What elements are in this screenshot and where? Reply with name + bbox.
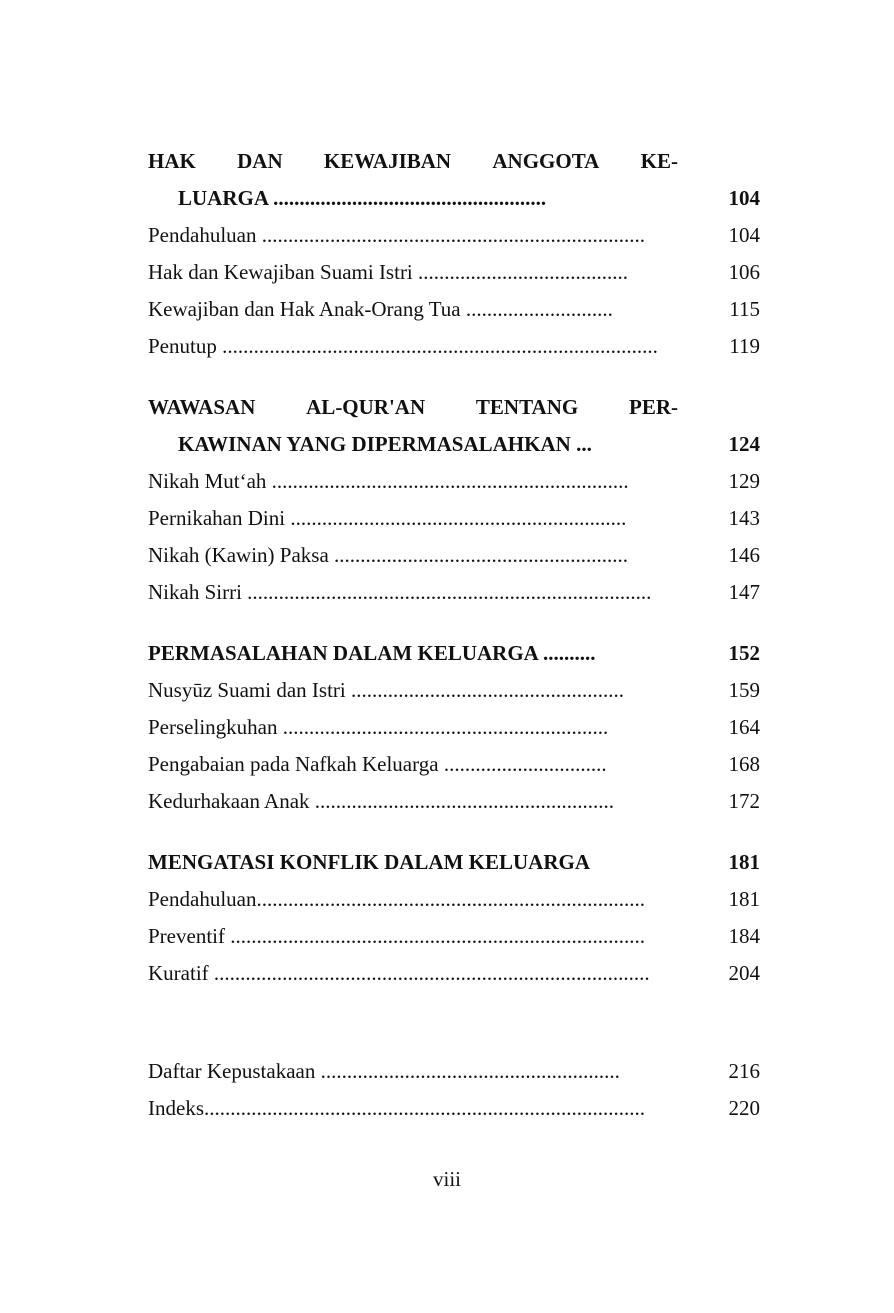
heading-word: KEWAJIBAN <box>323 149 452 173</box>
toc-entry-label: Nusyūz Suami dan Istri .................................................... <box>148 678 624 702</box>
dot-leader: ............................................................................. <box>247 580 652 604</box>
dot-leader: .......................................................................... <box>256 887 645 911</box>
dot-leader: ......................................................... <box>320 1059 620 1083</box>
toc-page-number: 146 <box>728 543 760 567</box>
toc-page-number: 181 <box>728 887 760 911</box>
dot-leader: .................................................................................... <box>204 1096 645 1120</box>
toc-heading-label: MENGATASI KONFLIK DALAM KELUARGA <box>148 850 590 874</box>
dot-leader: ........................................................ <box>334 543 629 567</box>
toc-entry[interactable] <box>148 746 760 783</box>
heading-word: WAWASAN <box>148 395 256 419</box>
toc-page-number: 168 <box>728 752 760 776</box>
dot-leader: ............................................................................... <box>230 924 645 948</box>
toc-entry[interactable] <box>148 254 760 291</box>
dot-leader: .......... <box>542 641 596 665</box>
toc-page-number: 181 <box>728 850 760 874</box>
toc-heading-label: PERMASALAHAN DALAM KELUARGA .......... <box>148 641 596 665</box>
dot-leader: ........................................ <box>418 260 629 284</box>
toc-entry-label: Pendahuluan ......................................................................... <box>148 223 645 247</box>
dot-leader: ... <box>576 432 592 456</box>
section-heading-words <box>148 143 678 180</box>
toc-heading-entry[interactable] <box>148 180 760 217</box>
toc-page-number: 119 <box>729 334 760 358</box>
toc-entry-label: Hak dan Kewajiban Suami Istri ........................................ <box>148 260 629 284</box>
toc-entry-label: Perselingkuhan .............................................................. <box>148 715 609 739</box>
toc-page-number: 184 <box>728 924 760 948</box>
section-gap <box>148 992 760 1053</box>
toc-entry-label: Kedurhakaan Anak ......................................................... <box>148 789 615 813</box>
toc-entry-label: Nikah (Kawin) Paksa ........................................................ <box>148 543 629 567</box>
toc-entry-label: Nikah Mut‘ah .................................................................... <box>148 469 629 493</box>
toc-entry[interactable] <box>148 1053 760 1090</box>
toc-page-number: 124 <box>728 432 760 456</box>
dot-leader: ............................ <box>465 297 613 321</box>
dot-leader: ............................... <box>443 752 607 776</box>
dot-leader: ................................................................................... <box>222 334 658 358</box>
toc-entry-label: Daftar Kepustakaan ......................................................... <box>148 1059 620 1083</box>
toc-page-number: 104 <box>728 223 760 247</box>
toc-entry[interactable] <box>148 881 760 918</box>
toc-heading-entry[interactable] <box>148 426 760 463</box>
toc-page-number: 106 <box>728 260 760 284</box>
toc-entry-label: Pendahuluan.......................................................................... <box>148 887 645 911</box>
toc-entry[interactable] <box>148 783 760 820</box>
heading-word: KE- <box>640 149 678 173</box>
toc-page-number: 147 <box>728 580 760 604</box>
toc-entry-label: Preventif ............................................................................... <box>148 924 645 948</box>
toc-entry-label: Indeks.................................................................................... <box>148 1096 645 1120</box>
toc-entry-label: Kewajiban dan Hak Anak-Orang Tua ............................ <box>148 297 613 321</box>
heading-word: DAN <box>237 149 283 173</box>
toc-entry[interactable] <box>148 537 760 574</box>
table-of-contents <box>148 143 760 1127</box>
toc-entry[interactable] <box>148 328 760 365</box>
toc-entry-label: Penutup ................................................................................... <box>148 334 658 358</box>
toc-entry[interactable] <box>148 574 760 611</box>
toc-entry-label: Pengabaian pada Nafkah Keluarga ............................... <box>148 752 607 776</box>
toc-entry-label: Nikah Sirri ............................................................................. <box>148 580 652 604</box>
toc-entry[interactable] <box>148 955 760 992</box>
toc-page-number: 172 <box>728 789 760 813</box>
section-gap <box>148 820 760 844</box>
dot-leader: ......................................................................... <box>261 223 645 247</box>
toc-entry[interactable] <box>148 291 760 328</box>
toc-heading-entry[interactable] <box>148 635 760 672</box>
toc-entry[interactable] <box>148 918 760 955</box>
section-gap <box>148 611 760 635</box>
section-gap <box>148 365 760 389</box>
toc-page-number: 164 <box>728 715 760 739</box>
toc-heading-label: LUARGA .................................................... <box>178 186 547 210</box>
toc-entry[interactable] <box>148 1090 760 1127</box>
toc-page-number: 129 <box>728 469 760 493</box>
page-number: viii <box>432 1167 461 1191</box>
section-heading-words <box>148 389 678 426</box>
heading-word: AL-QUR'AN <box>306 395 426 419</box>
heading-word: HAK <box>148 149 196 173</box>
dot-leader: .............................................................. <box>282 715 609 739</box>
toc-page-number: 115 <box>729 297 760 321</box>
toc-page-number: 143 <box>728 506 760 530</box>
toc-heading-label: KAWINAN YANG DIPERMASALAHKAN ... <box>178 432 592 456</box>
toc-page-number: 220 <box>728 1096 760 1120</box>
dot-leader: .................................................... <box>273 186 547 210</box>
toc-entry[interactable] <box>148 709 760 746</box>
dot-leader: ................................................................ <box>290 506 627 530</box>
section-heading-line <box>148 389 760 426</box>
heading-word: ANGGOTA <box>492 149 600 173</box>
toc-entry[interactable] <box>148 217 760 254</box>
toc-entry[interactable] <box>148 500 760 537</box>
dot-leader: .................................................................... <box>271 469 629 493</box>
toc-entry-label: Kuratif ................................................................................... <box>148 961 650 985</box>
toc-page-number: 204 <box>728 961 760 985</box>
toc-page-number: 104 <box>728 186 760 210</box>
dot-leader: ......................................................... <box>314 789 615 813</box>
dot-leader: .................................................... <box>350 678 624 702</box>
dot-leader: ................................................................................... <box>213 961 650 985</box>
toc-page-number: 159 <box>728 678 760 702</box>
section-heading-line <box>148 143 760 180</box>
toc-entry-label: Pernikahan Dini ................................................................ <box>148 506 627 530</box>
toc-entry[interactable] <box>148 672 760 709</box>
toc-page-number: 216 <box>728 1059 760 1083</box>
toc-heading-entry[interactable] <box>148 844 760 881</box>
toc-entry[interactable] <box>148 463 760 500</box>
toc-page-number: 152 <box>728 641 760 665</box>
heading-word: PER- <box>629 395 678 419</box>
heading-word: TENTANG <box>475 395 579 419</box>
